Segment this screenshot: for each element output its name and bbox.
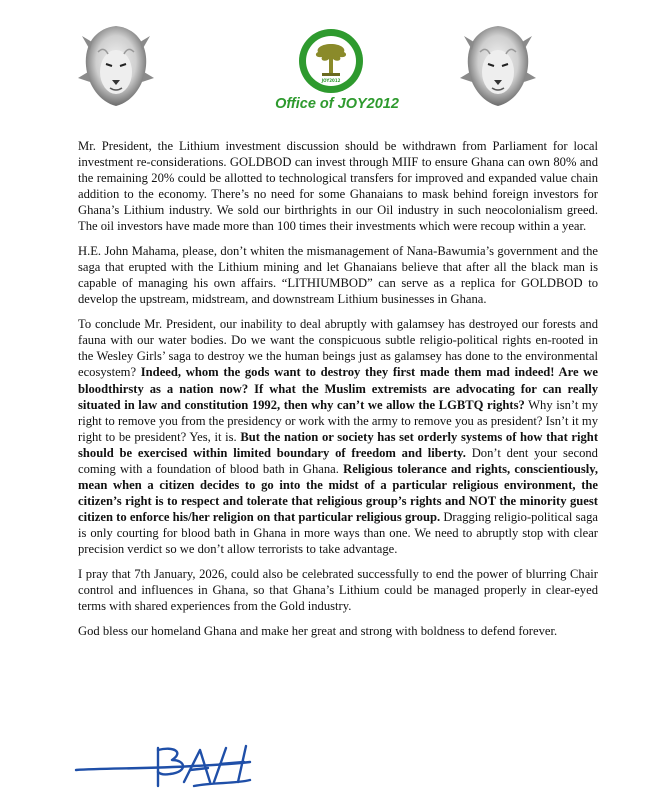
- paragraph-prayer: I pray that 7th January, 2026, could also be celebrated successfully to end the power of blurring Chair control and influences in Ghana, so that Ghana’s Lithium could be managed properly in clear-eyed terms with shared experiences from the Gold industry.: [78, 567, 598, 614]
- logo-text: JOY2012: [321, 78, 341, 83]
- paragraph-lithiumbod: H.E. John Mahama, please, don’t whiten the mismanagement of Nana-Bawumia’s government and the saga that erupted with the Lithium mining and let Ghanaians believe that after all the black man is capable of managing his own affairs. “LITHIUMBOD” can serve as a replica for GOLDBOD to develop the upstream, midstream, and downstream Lithium businesses in Ghana.: [78, 244, 598, 307]
- text-run: Dragging religio-political saga is only courting for blood bath in Ghana in more ways than one. We need to abruptly stop with clear precision verdict so we don’t allow terrorists to take advantage.: [78, 510, 598, 557]
- text-run: Don’t dent your second coming with a foundation of blood bath in Ghana.: [78, 445, 598, 476]
- joy2012-logo: [298, 28, 364, 94]
- handwritten-signature: [74, 742, 274, 792]
- lion-head-icon: [78, 22, 154, 108]
- paragraph-conclusion: [78, 316, 598, 557]
- letter-body: [78, 138, 598, 648]
- bold-text-run: Indeed, whom the gods want to destroy they first made them mad indeed! Are we bloodthirsty as a nation now? If what the Muslim extremists are advocating for can really situated in law and constitution 1992, then why can’t we allow the LGBTQ rights?: [78, 365, 598, 412]
- bold-text-run: Religious tolerance and rights, conscientiously, mean when a citizen decides to go into the midst of a particular religious environment, the citizen’s right is to respect and tolerate that religious group’s rights and NOT the minority guest citizen to enforce his/her religion on that particular religious group.: [78, 461, 599, 525]
- paragraph-blessing: God bless our homeland Ghana and make her great and strong with boldness to defend forever.: [78, 624, 558, 638]
- text-run: To conclude Mr. President, our inability to deal abruptly with galamsey has destroyed our forests and fauna with our water bodies. Do we want the conspicuous subtle religio-political rights en-rooted in the Wesley Girls’ saga to destroy we the human beings just as galamsey has done to the environmental ecosystem?: [78, 317, 598, 380]
- letterhead: [0, 0, 672, 120]
- paragraph-lithium-withdrawal: Mr. President, the Lithium investment discussion should be withdrawn from Parliament for local investment re-considerations. GOLDBOD can invest through MIIF to ensure Ghana can own 80% and the remaining 20% could be allotted to technological transfers for improved and expanded value chain addition to the economy. There’s no need for some Ghanaians to mask behind foreign investors for Ghana’s Lithium industry. We sold our birthrights in our Oil industry in such neocolonialism greed. The oil investors have made more than 100 times their investments which were recoup within a year.: [78, 139, 598, 234]
- office-title: Office of JOY2012: [275, 96, 399, 112]
- text-run: Why isn’t my right to remove you from the presidency or work with the army to remove you as president? Isn’t it my right to be president? Yes, it is.: [78, 397, 599, 444]
- lion-head-icon: [460, 22, 536, 108]
- bold-text-run: But the nation or society has set orderly systems of how that right should be exercised within limited boundary of freedom and liberty.: [78, 429, 599, 460]
